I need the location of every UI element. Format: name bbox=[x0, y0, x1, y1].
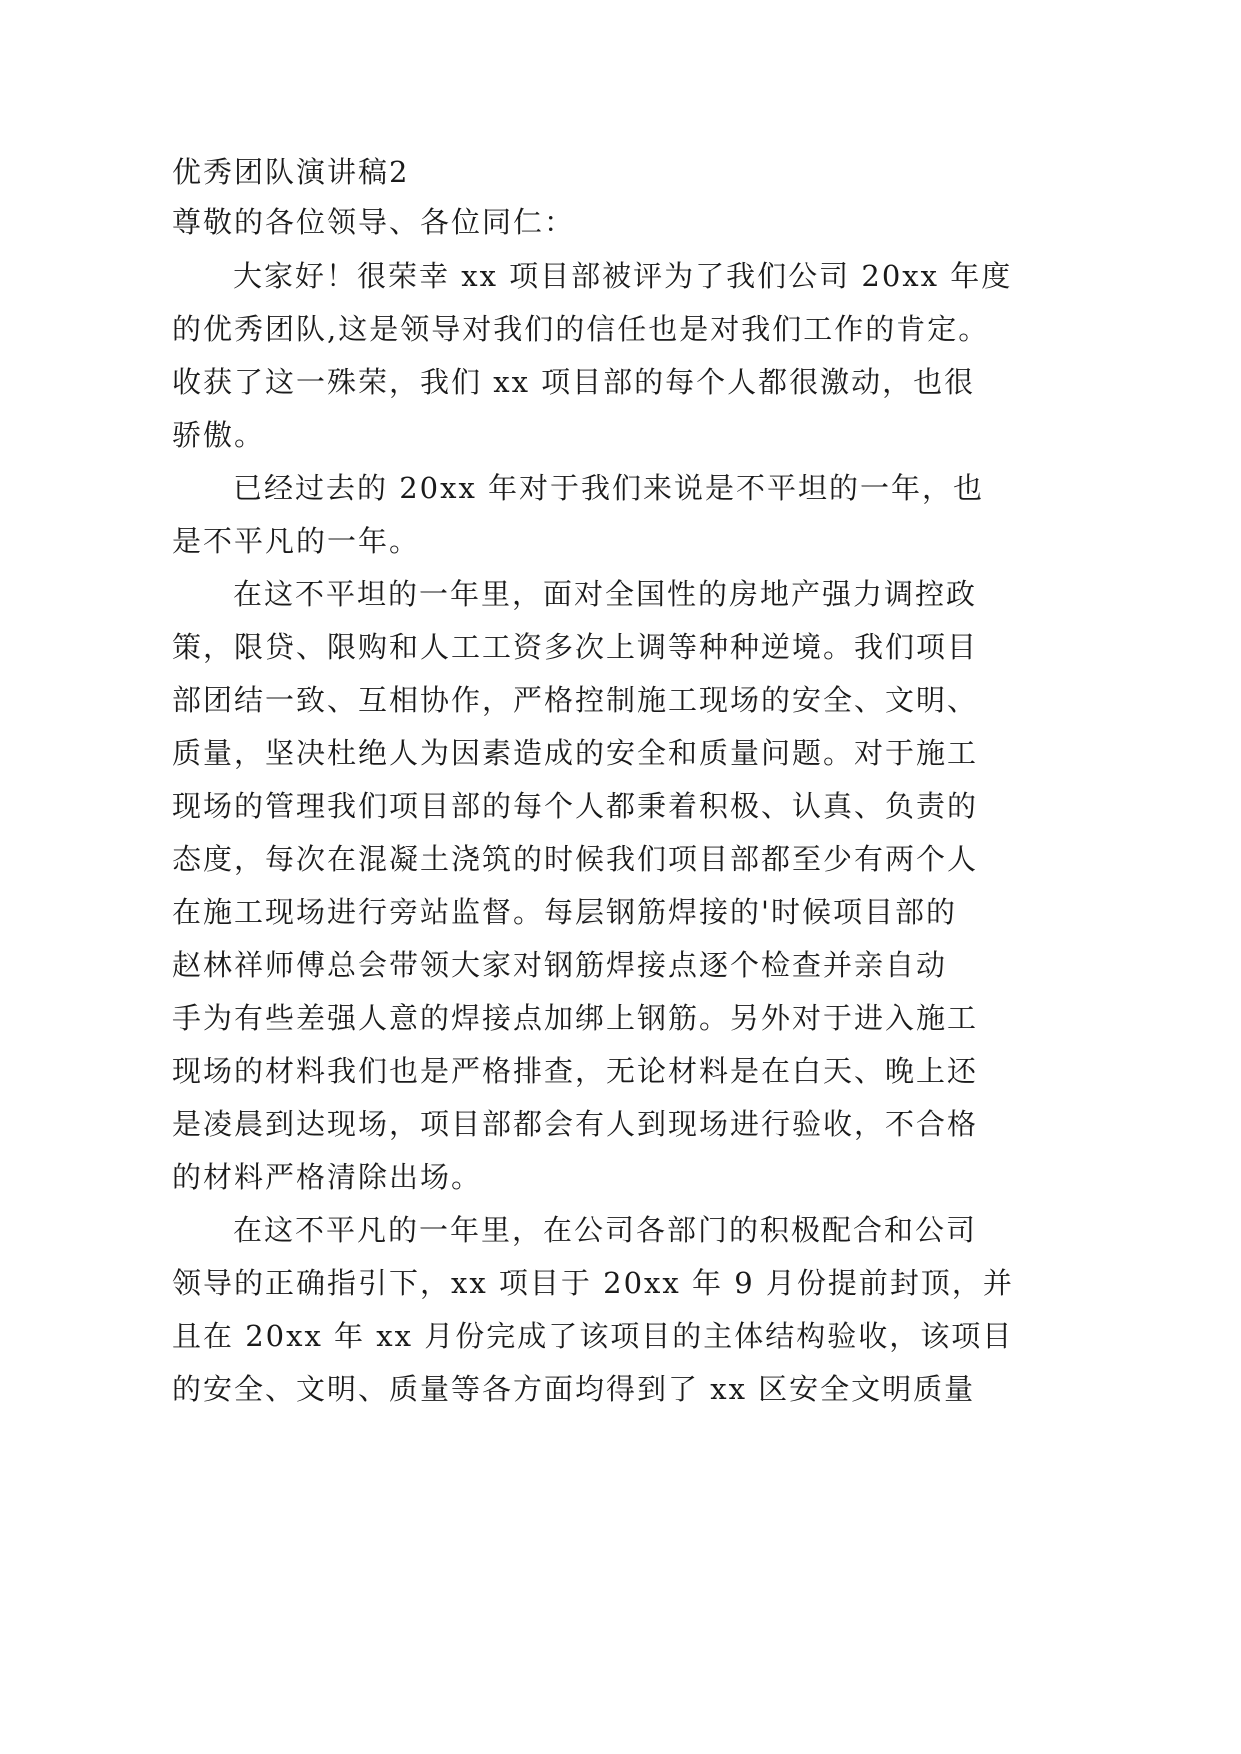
paragraph-line: 现场的管理我们项目部的每个人都秉着积极、认真、负责的 bbox=[172, 789, 979, 823]
paragraph-line: 质量，坚决杜绝人为因素造成的安全和质量问题。对于施工 bbox=[172, 736, 979, 770]
paragraph-line: 在施工现场进行旁站监督。每层钢筋焊接的'时候项目部的 bbox=[172, 895, 957, 929]
paragraph-line: 部团结一致、互相协作，严格控制施工现场的安全、文明、 bbox=[172, 683, 979, 717]
paragraph-line: 现场的材料我们也是严格排查，无论材料是在白天、晚上还 bbox=[172, 1054, 979, 1088]
paragraph-line: 是不平凡的一年。 bbox=[172, 524, 421, 558]
paragraph-line: 已经过去的 20xx 年对于我们来说是不平坦的一年，也 bbox=[233, 471, 985, 505]
paragraph-line: 赵林祥师傅总会带领大家对钢筋焊接点逐个检查并亲自动 bbox=[172, 948, 948, 982]
paragraph-line: 大家好！很荣幸 xx 项目部被评为了我们公司 20xx 年度 bbox=[233, 259, 1013, 293]
paragraph-line: 在这不平凡的一年里，在公司各部门的积极配合和公司 bbox=[233, 1213, 978, 1247]
paragraph-line: 领导的正确指引下，xx 项目于 20xx 年 9 月份提前封顶，并 bbox=[172, 1266, 1014, 1300]
paragraph-line: 态度，每次在混凝土浇筑的时候我们项目部都至少有两个人 bbox=[172, 842, 979, 876]
paragraph-line: 的优秀团队,这是领导对我们的信任也是对我们工作的肯定。 bbox=[172, 312, 990, 346]
salutation: 尊敬的各位领导、各位同仁： bbox=[172, 205, 576, 239]
paragraph-line: 是凌晨到达现场，项目部都会有人到现场进行验收，不合格 bbox=[172, 1107, 979, 1141]
paragraph-line: 手为有些差强人意的焊接点加绑上钢筋。另外对于进入施工 bbox=[172, 1001, 979, 1035]
paragraph-line: 且在 20xx 年 xx 月份完成了该项目的主体结构验收，该项目 bbox=[172, 1319, 1014, 1353]
document-title: 优秀团队演讲稿2 bbox=[172, 155, 410, 189]
paragraph-line: 的材料严格清除出场。 bbox=[172, 1160, 483, 1194]
paragraph-line: 收获了这一殊荣，我们 xx 项目部的每个人都很激动，也很 bbox=[172, 365, 976, 399]
paragraph-line: 在这不平坦的一年里，面对全国性的房地产强力调控政 bbox=[233, 577, 978, 611]
paragraph-line: 骄傲。 bbox=[172, 418, 266, 452]
paragraph-line: 的安全、文明、质量等各方面均得到了 xx 区安全文明质量 bbox=[172, 1372, 976, 1406]
paragraph-line: 策，限贷、限购和人工工资多次上调等种种逆境。我们项目 bbox=[172, 630, 979, 664]
